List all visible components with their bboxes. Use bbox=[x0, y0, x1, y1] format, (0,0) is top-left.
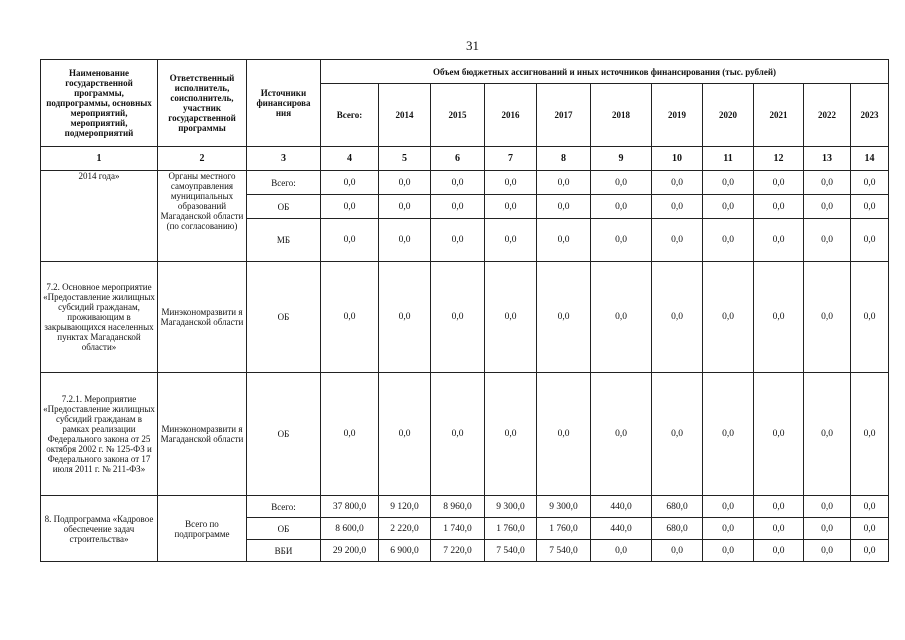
column-number: 8 bbox=[537, 147, 591, 171]
value-cell: 9 120,0 bbox=[379, 496, 431, 518]
value-cell: 1 740,0 bbox=[431, 518, 485, 540]
value-cell: 0,0 bbox=[804, 518, 851, 540]
column-number: 4 bbox=[321, 147, 379, 171]
row-source: ОБ bbox=[247, 262, 321, 373]
value-cell: 0,0 bbox=[754, 171, 804, 195]
value-cell: 0,0 bbox=[703, 496, 754, 518]
value-cell: 0,0 bbox=[652, 171, 703, 195]
value-cell: 29 200,0 bbox=[321, 540, 379, 562]
value-cell: 0,0 bbox=[703, 540, 754, 562]
value-cell: 0,0 bbox=[804, 219, 851, 262]
value-cell: 0,0 bbox=[321, 219, 379, 262]
value-cell: 37 800,0 bbox=[321, 496, 379, 518]
table-row bbox=[41, 496, 889, 518]
value-cell: 0,0 bbox=[321, 171, 379, 195]
row-source: ВБИ bbox=[247, 540, 321, 562]
value-cell: 0,0 bbox=[754, 518, 804, 540]
row-source: Всего: bbox=[247, 171, 321, 195]
value-cell: 7 220,0 bbox=[431, 540, 485, 562]
value-cell: 1 760,0 bbox=[485, 518, 537, 540]
column-number: 6 bbox=[431, 147, 485, 171]
row-name: 8. Подпрограмма «Кадровое обеспечение задач строительства» bbox=[41, 496, 158, 562]
value-cell: 0,0 bbox=[804, 540, 851, 562]
value-cell: 0,0 bbox=[652, 195, 703, 219]
value-cell: 440,0 bbox=[591, 518, 652, 540]
value-cell: 0,0 bbox=[485, 219, 537, 262]
value-cell: 0,0 bbox=[591, 171, 652, 195]
value-cell: 0,0 bbox=[591, 540, 652, 562]
header-year: 2019 bbox=[652, 84, 703, 147]
value-cell: 0,0 bbox=[321, 373, 379, 496]
table-row bbox=[41, 262, 889, 373]
value-cell: 0,0 bbox=[703, 219, 754, 262]
value-cell: 0,0 bbox=[851, 195, 889, 219]
value-cell: 0,0 bbox=[591, 262, 652, 373]
row-source: МБ bbox=[247, 219, 321, 262]
row-source: ОБ bbox=[247, 518, 321, 540]
value-cell: 0,0 bbox=[851, 373, 889, 496]
value-cell: 0,0 bbox=[591, 219, 652, 262]
column-number: 5 bbox=[379, 147, 431, 171]
funding-table bbox=[40, 59, 889, 562]
column-number: 11 bbox=[703, 147, 754, 171]
value-cell: 0,0 bbox=[431, 262, 485, 373]
header-name: Наименование государственной программы, подпрограммы, основных мероприятий, мероприятий, подмероприятий bbox=[41, 60, 158, 147]
row-executor: Органы местного самоуправления муниципальных образований Магаданской области (по согласованию) bbox=[158, 171, 247, 262]
value-cell: 1 760,0 bbox=[537, 518, 591, 540]
value-cell: 0,0 bbox=[804, 373, 851, 496]
value-cell: 0,0 bbox=[652, 373, 703, 496]
column-number: 2 bbox=[158, 147, 247, 171]
value-cell: 680,0 bbox=[652, 518, 703, 540]
value-cell: 0,0 bbox=[321, 262, 379, 373]
value-cell: 0,0 bbox=[804, 496, 851, 518]
value-cell: 0,0 bbox=[851, 262, 889, 373]
value-cell: 0,0 bbox=[591, 373, 652, 496]
column-number: 10 bbox=[652, 147, 703, 171]
header-year: 2023 bbox=[851, 84, 889, 147]
header-year: 2021 bbox=[754, 84, 804, 147]
value-cell: 9 300,0 bbox=[537, 496, 591, 518]
column-number-row bbox=[41, 147, 889, 171]
header-year: 2015 bbox=[431, 84, 485, 147]
row-executor: Минэкономразвити я Магаданской области bbox=[158, 373, 247, 496]
value-cell: 0,0 bbox=[431, 373, 485, 496]
row-source: Всего: bbox=[247, 496, 321, 518]
value-cell: 0,0 bbox=[851, 540, 889, 562]
value-cell: 0,0 bbox=[321, 195, 379, 219]
value-cell: 0,0 bbox=[379, 373, 431, 496]
value-cell: 0,0 bbox=[703, 171, 754, 195]
value-cell: 0,0 bbox=[485, 373, 537, 496]
value-cell: 8 600,0 bbox=[321, 518, 379, 540]
column-number: 3 bbox=[247, 147, 321, 171]
value-cell: 0,0 bbox=[703, 373, 754, 496]
value-cell: 0,0 bbox=[591, 195, 652, 219]
value-cell: 0,0 bbox=[537, 195, 591, 219]
header-year: 2016 bbox=[485, 84, 537, 147]
row-source: ОБ bbox=[247, 373, 321, 496]
row-name: 7.2. Основное мероприятие «Предоставление жилищных субсидий гражданам, проживающим в закрывающихся населенных пунктах Магаданской области» bbox=[41, 262, 158, 373]
row-name: 7.2.1. Мероприятие «Предоставление жилищных субсидий гражданам в рамках реализации Федерального закона от 25 октября 2002 г. № 125-ФЗ и Федерального закона от 17 июля 2011 г. № 211-ФЗ» bbox=[41, 373, 158, 496]
value-cell: 0,0 bbox=[537, 262, 591, 373]
value-cell: 0,0 bbox=[431, 219, 485, 262]
value-cell: 9 300,0 bbox=[485, 496, 537, 518]
header-executor: Ответственный исполнитель, соисполнитель, участник государственной программы bbox=[158, 60, 247, 147]
column-number: 12 bbox=[754, 147, 804, 171]
column-number: 9 bbox=[591, 147, 652, 171]
header-funding: Объем бюджетных ассигнований и иных источников финансирования (тыс. рублей) bbox=[321, 60, 889, 84]
value-cell: 440,0 bbox=[591, 496, 652, 518]
value-cell: 0,0 bbox=[804, 195, 851, 219]
column-number: 14 bbox=[851, 147, 889, 171]
value-cell: 0,0 bbox=[485, 171, 537, 195]
value-cell: 0,0 bbox=[804, 262, 851, 373]
header-source: Источники финансирова ния bbox=[247, 60, 321, 147]
header-year: 2020 bbox=[703, 84, 754, 147]
value-cell: 0,0 bbox=[537, 373, 591, 496]
header-total: Всего: bbox=[321, 84, 379, 147]
value-cell: 0,0 bbox=[754, 219, 804, 262]
value-cell: 0,0 bbox=[431, 195, 485, 219]
value-cell: 0,0 bbox=[804, 171, 851, 195]
value-cell: 0,0 bbox=[851, 171, 889, 195]
value-cell: 0,0 bbox=[652, 540, 703, 562]
value-cell: 0,0 bbox=[703, 518, 754, 540]
value-cell: 0,0 bbox=[652, 262, 703, 373]
value-cell: 0,0 bbox=[703, 195, 754, 219]
column-number: 1 bbox=[41, 147, 158, 171]
header-year: 2014 bbox=[379, 84, 431, 147]
value-cell: 0,0 bbox=[379, 195, 431, 219]
row-name: 2014 года» bbox=[41, 171, 158, 262]
value-cell: 0,0 bbox=[754, 373, 804, 496]
value-cell: 0,0 bbox=[754, 540, 804, 562]
value-cell: 0,0 bbox=[754, 262, 804, 373]
value-cell: 0,0 bbox=[379, 262, 431, 373]
value-cell: 0,0 bbox=[652, 219, 703, 262]
value-cell: 680,0 bbox=[652, 496, 703, 518]
header-year: 2022 bbox=[804, 84, 851, 147]
value-cell: 0,0 bbox=[431, 171, 485, 195]
value-cell: 0,0 bbox=[703, 262, 754, 373]
table-row bbox=[41, 171, 889, 195]
column-number: 7 bbox=[485, 147, 537, 171]
value-cell: 0,0 bbox=[379, 219, 431, 262]
value-cell: 0,0 bbox=[537, 219, 591, 262]
row-executor: Всего по подпрограмме bbox=[158, 496, 247, 562]
value-cell: 7 540,0 bbox=[485, 540, 537, 562]
header-year: 2018 bbox=[591, 84, 652, 147]
value-cell: 0,0 bbox=[485, 262, 537, 373]
table-row bbox=[41, 373, 889, 496]
value-cell: 0,0 bbox=[379, 171, 431, 195]
value-cell: 8 960,0 bbox=[431, 496, 485, 518]
value-cell: 2 220,0 bbox=[379, 518, 431, 540]
value-cell: 0,0 bbox=[851, 518, 889, 540]
value-cell: 7 540,0 bbox=[537, 540, 591, 562]
header-year: 2017 bbox=[537, 84, 591, 147]
value-cell: 0,0 bbox=[537, 171, 591, 195]
row-source: ОБ bbox=[247, 195, 321, 219]
value-cell: 0,0 bbox=[754, 496, 804, 518]
value-cell: 0,0 bbox=[851, 496, 889, 518]
value-cell: 0,0 bbox=[851, 219, 889, 262]
row-executor: Минэкономразвити я Магаданской области bbox=[158, 262, 247, 373]
column-number: 13 bbox=[804, 147, 851, 171]
value-cell: 0,0 bbox=[754, 195, 804, 219]
value-cell: 6 900,0 bbox=[379, 540, 431, 562]
value-cell: 0,0 bbox=[485, 195, 537, 219]
page-number: 31 bbox=[466, 38, 479, 53]
